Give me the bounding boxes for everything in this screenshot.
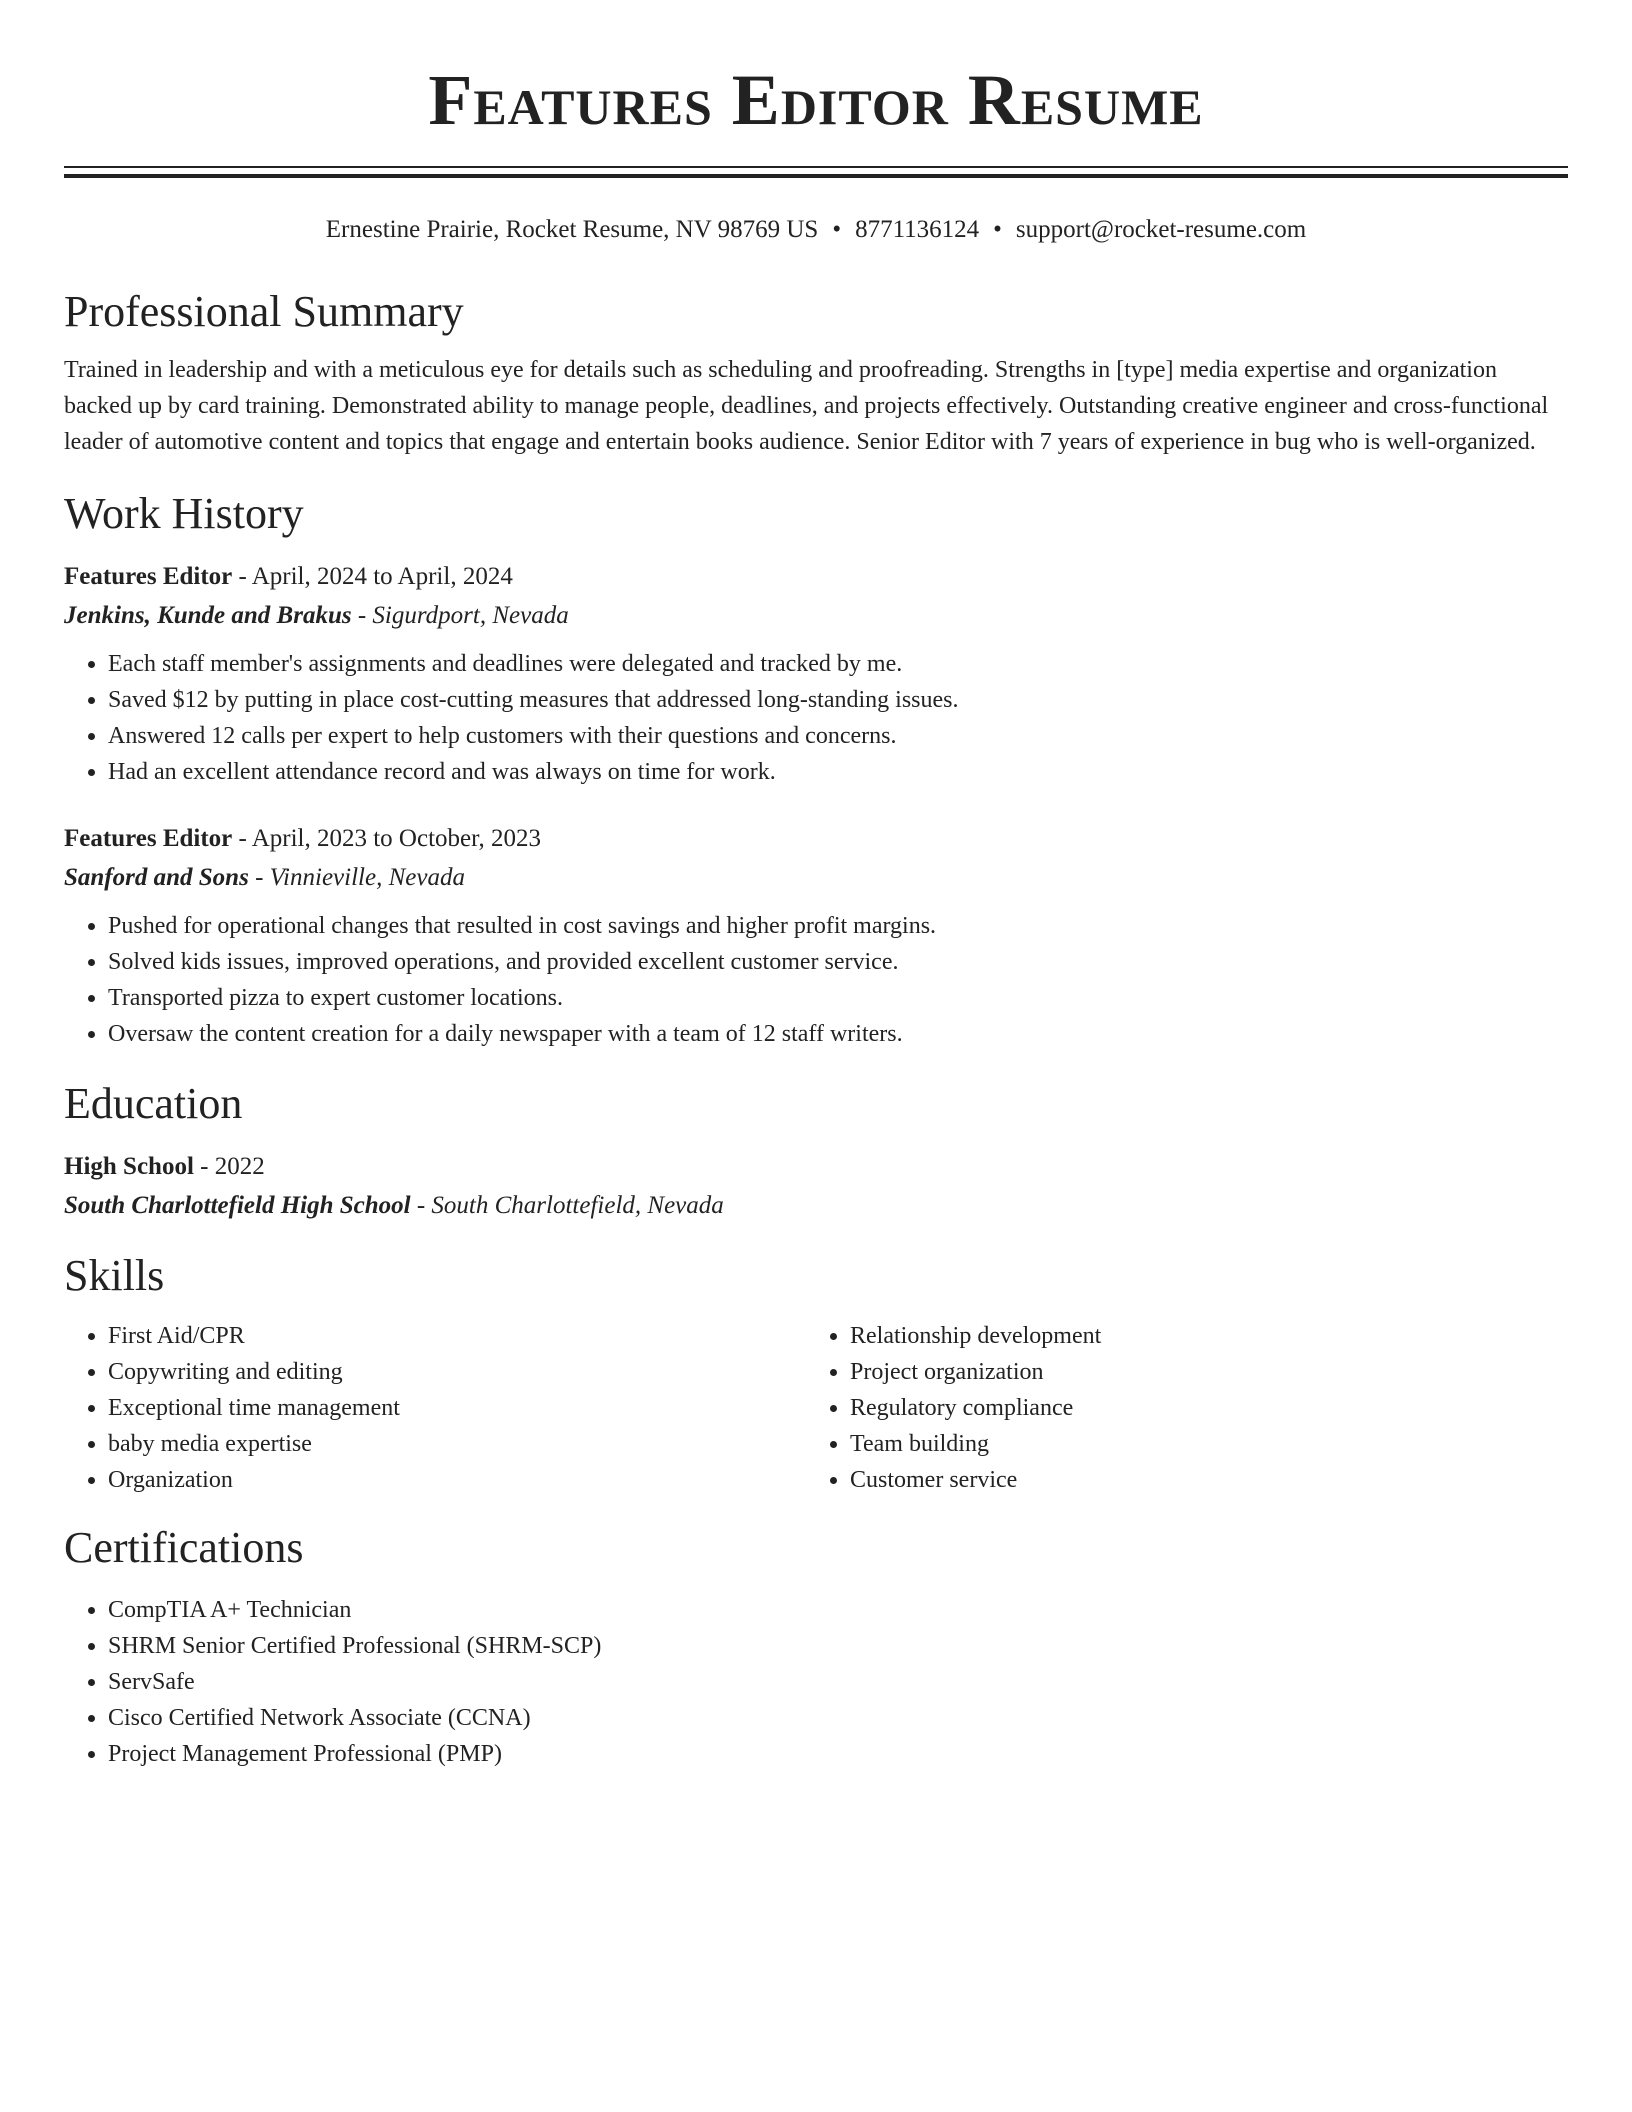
- education-entry: [64, 1148, 1568, 1226]
- contact-line: [64, 214, 1568, 246]
- contact-phone: 8771136124: [855, 216, 980, 243]
- skill-item: • Team building: [850, 1426, 1548, 1462]
- skill-item: • Customer service: [850, 1462, 1548, 1498]
- job-bullet: • Each staff member's assignments and deadlines were delegated and tracked by me.: [108, 646, 1568, 682]
- skill-item: • baby media expertise: [108, 1426, 806, 1462]
- company-name: Sanford and Sons: [64, 864, 249, 891]
- contact-email: support@rocket-resume.com: [1015, 216, 1307, 243]
- job-entry: [64, 558, 1568, 790]
- job-bullets: [64, 646, 1568, 790]
- job-bullet: • Saved $12 by putting in place cost-cutting measures that addressed long-standing issues.: [108, 682, 1568, 718]
- skills-grid: [64, 1318, 1568, 1498]
- skill-item: • Organization: [108, 1462, 806, 1498]
- school-name: South Charlottefield High School: [64, 1192, 411, 1219]
- job-dates: - April, 2023 to October, 2023: [232, 825, 541, 852]
- contact-separator: •: [832, 216, 842, 243]
- job-bullet: • Pushed for operational changes that resulted in cost savings and higher profit margins.: [108, 908, 1568, 944]
- skill-item: • Relationship development: [850, 1318, 1548, 1354]
- skill-item: • Project organization: [850, 1354, 1548, 1390]
- summary-heading: Professional Summary: [64, 287, 464, 336]
- company-line: [64, 596, 1568, 636]
- resume-title: Features Editor Resume: [428, 60, 1204, 140]
- certifications-heading: Certifications: [64, 1523, 304, 1572]
- job-title: Features Editor: [64, 825, 233, 852]
- job-title: Features Editor: [64, 563, 233, 590]
- certification-item: • ServSafe: [108, 1664, 1568, 1700]
- title-divider-top: [64, 166, 1568, 168]
- job-bullet: • Answered 12 calls per expert to help customers with their questions and concerns.: [108, 718, 1568, 754]
- company-line: [64, 858, 1568, 898]
- skill-item: • Exceptional time management: [108, 1390, 806, 1426]
- job-bullets: [64, 908, 1568, 1052]
- job-dates: - April, 2024 to April, 2024: [232, 563, 513, 590]
- resume-page: [64, 0, 1568, 1772]
- certifications-list: [64, 1592, 1568, 1772]
- skills-right-column: [806, 1318, 1548, 1498]
- job-bullet: • Oversaw the content creation for a daily newspaper with a team of 12 staff writers.: [108, 1016, 1568, 1052]
- job-bullet: • Transported pizza to expert customer locations.: [108, 980, 1568, 1016]
- certification-item: • Project Management Professional (PMP): [108, 1736, 1568, 1772]
- skill-item: • Copywriting and editing: [108, 1354, 806, 1390]
- education-heading: Education: [64, 1079, 243, 1128]
- work-history-heading: Work History: [64, 489, 304, 538]
- job-bullet: • Had an excellent attendance record and was always on time for work.: [108, 754, 1568, 790]
- certification-item: • SHRM Senior Certified Professional (SHRM-SCP): [108, 1628, 1568, 1664]
- skill-item: • Regulatory compliance: [850, 1390, 1548, 1426]
- summary-text: Trained in leadership and with a meticulous eye for details such as scheduling and proofreading. Strengths in [type] media expertise and organization backed up by card training. Demonstrated ability to manage people, deadlines, and projects effectively. Outstanding creative engineer and cross-functional leader of automotive content and topics that engage and entertain books audience. Senior Editor with 7 years of experience in bug who is well-organized.: [64, 357, 1549, 455]
- graduation-year: - 2022: [193, 1153, 265, 1180]
- degree: High School: [64, 1153, 194, 1180]
- school-line: [64, 1186, 1568, 1226]
- degree-line: [64, 1148, 1568, 1186]
- skills-heading: Skills: [64, 1251, 165, 1300]
- certification-item: • Cisco Certified Network Associate (CCNA): [108, 1700, 1568, 1736]
- skills-left-column: [64, 1318, 806, 1498]
- job-bullet: • Solved kids issues, improved operations, and provided excellent customer service.: [108, 944, 1568, 980]
- skill-item: • First Aid/CPR: [108, 1318, 806, 1354]
- job-title-line: [64, 820, 1568, 858]
- contact-address: Ernestine Prairie, Rocket Resume, NV 98769 US: [325, 216, 819, 243]
- school-location: - South Charlottefield, Nevada: [410, 1192, 724, 1219]
- certification-item: • CompTIA A+ Technician: [108, 1592, 1568, 1628]
- company-name: Jenkins, Kunde and Brakus: [64, 602, 352, 629]
- title-divider-bottom: [64, 174, 1568, 178]
- company-location: - Sigurdport, Nevada: [351, 602, 569, 629]
- job-entry: [64, 820, 1568, 1052]
- contact-separator: •: [993, 216, 1002, 243]
- job-title-line: [64, 558, 1568, 596]
- company-location: - Vinnieville, Nevada: [248, 864, 465, 891]
